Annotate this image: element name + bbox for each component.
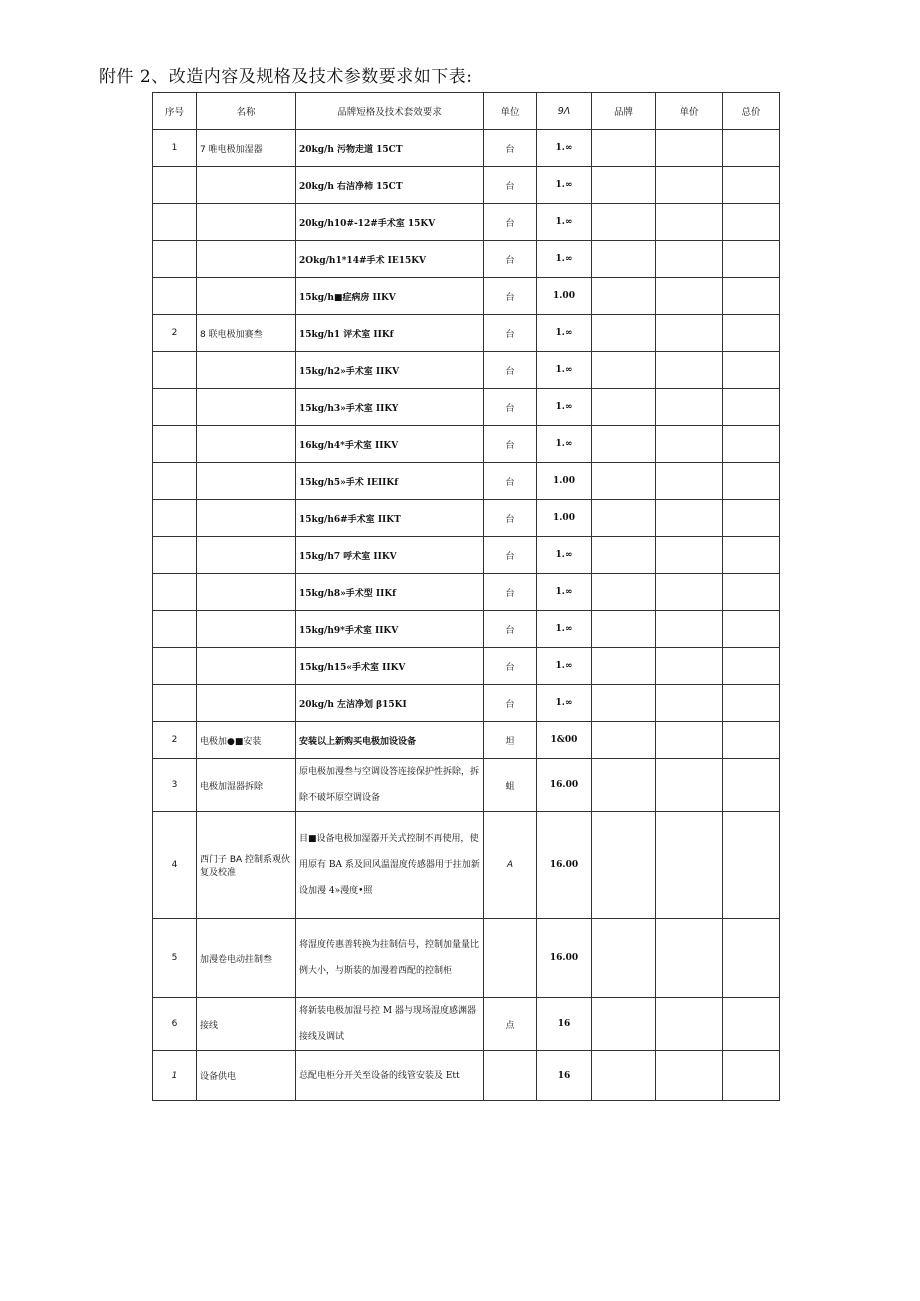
cell-qty: 1.∞ bbox=[537, 204, 592, 241]
cell-brand bbox=[592, 1051, 656, 1101]
cell-spec: 20kg/h 左洁净划 β15KI bbox=[296, 685, 484, 722]
table-row bbox=[153, 389, 780, 426]
cell-brand bbox=[592, 919, 656, 998]
cell-unit: 台 bbox=[484, 426, 537, 463]
cell-total bbox=[723, 130, 780, 167]
cell-idx: 6 bbox=[153, 998, 197, 1051]
cell-total bbox=[723, 998, 780, 1051]
cell-unit: 台 bbox=[484, 574, 537, 611]
cell-total bbox=[723, 204, 780, 241]
cell-brand bbox=[592, 167, 656, 204]
cell-price bbox=[656, 648, 723, 685]
cell-idx bbox=[153, 537, 197, 574]
cell-unit: 台 bbox=[484, 685, 537, 722]
cell-brand bbox=[592, 463, 656, 500]
cell-name bbox=[197, 241, 296, 278]
cell-total bbox=[723, 352, 780, 389]
cell-qty: 16 bbox=[537, 1051, 592, 1101]
cell-idx: 4 bbox=[153, 812, 197, 919]
cell-total bbox=[723, 648, 780, 685]
cell-name: 西门子 BA 控制系观伙复及校准 bbox=[197, 812, 296, 919]
cell-unit: 蛆 bbox=[484, 759, 537, 812]
table-row bbox=[153, 315, 780, 352]
cell-name bbox=[197, 500, 296, 537]
cell-unit: 台 bbox=[484, 463, 537, 500]
cell-qty: 1.00 bbox=[537, 278, 592, 315]
cell-price bbox=[656, 500, 723, 537]
cell-unit: 台 bbox=[484, 648, 537, 685]
cell-total bbox=[723, 167, 780, 204]
cell-price bbox=[656, 759, 723, 812]
table-row bbox=[153, 204, 780, 241]
cell-name bbox=[197, 611, 296, 648]
cell-spec: 16kg/h4*手术室 IIKV bbox=[296, 426, 484, 463]
cell-qty: 1.∞ bbox=[537, 241, 592, 278]
header-brand: 品牌 bbox=[592, 93, 656, 130]
cell-qty: 1.∞ bbox=[537, 685, 592, 722]
cell-spec: 15kg/h3»手术室 IIKY bbox=[296, 389, 484, 426]
cell-brand bbox=[592, 537, 656, 574]
cell-unit: 台 bbox=[484, 537, 537, 574]
header-idx: 序号 bbox=[153, 93, 197, 130]
cell-brand bbox=[592, 500, 656, 537]
cell-unit bbox=[484, 919, 537, 998]
table-row bbox=[153, 919, 780, 998]
cell-name: 电极加●■安装 bbox=[197, 722, 296, 759]
table-row bbox=[153, 278, 780, 315]
cell-name: 设备供电 bbox=[197, 1051, 296, 1101]
table-row bbox=[153, 1051, 780, 1101]
cell-idx bbox=[153, 500, 197, 537]
header-unit: 单位 bbox=[484, 93, 537, 130]
cell-price bbox=[656, 611, 723, 648]
table-row bbox=[153, 352, 780, 389]
table-header-row bbox=[153, 93, 780, 130]
cell-idx bbox=[153, 352, 197, 389]
table-row bbox=[153, 500, 780, 537]
cell-qty: 1.00 bbox=[537, 463, 592, 500]
cell-total bbox=[723, 812, 780, 919]
cell-idx bbox=[153, 574, 197, 611]
cell-qty: 1.∞ bbox=[537, 648, 592, 685]
cell-brand bbox=[592, 998, 656, 1051]
cell-idx bbox=[153, 611, 197, 648]
cell-name: 加漫卷电动拄制叁 bbox=[197, 919, 296, 998]
cell-spec: 原电极加漫叁与空调设答连接保护性拆除，拆除不破坏原空调设备 bbox=[296, 759, 484, 812]
table-row bbox=[153, 611, 780, 648]
cell-brand bbox=[592, 278, 656, 315]
cell-spec: 将湿度传惠善转换为拄制信号，控制加量量比例大小，与斯装的加漫着西配的控制柜 bbox=[296, 919, 484, 998]
cell-total bbox=[723, 919, 780, 998]
cell-qty: 1.∞ bbox=[537, 611, 592, 648]
cell-brand bbox=[592, 389, 656, 426]
cell-qty: 16.00 bbox=[537, 759, 592, 812]
cell-qty: 16.00 bbox=[537, 919, 592, 998]
cell-total bbox=[723, 389, 780, 426]
table-row bbox=[153, 241, 780, 278]
table-row bbox=[153, 812, 780, 919]
cell-name bbox=[197, 389, 296, 426]
cell-total bbox=[723, 611, 780, 648]
cell-spec: 20kg/h 右洁净柿 15CT bbox=[296, 167, 484, 204]
cell-unit: 台 bbox=[484, 389, 537, 426]
cell-spec: 15kg/h■症病房 IIKV bbox=[296, 278, 484, 315]
cell-idx: 5 bbox=[153, 919, 197, 998]
cell-idx: 2 bbox=[153, 722, 197, 759]
cell-qty: 1.∞ bbox=[537, 537, 592, 574]
cell-unit: 台 bbox=[484, 315, 537, 352]
cell-price bbox=[656, 167, 723, 204]
table-row bbox=[153, 537, 780, 574]
table-row bbox=[153, 998, 780, 1051]
cell-price bbox=[656, 463, 723, 500]
cell-brand bbox=[592, 204, 656, 241]
cell-price bbox=[656, 998, 723, 1051]
cell-qty: 16 bbox=[537, 998, 592, 1051]
cell-idx bbox=[153, 648, 197, 685]
cell-price bbox=[656, 812, 723, 919]
cell-brand bbox=[592, 315, 656, 352]
cell-total bbox=[723, 685, 780, 722]
cell-brand bbox=[592, 722, 656, 759]
cell-total bbox=[723, 537, 780, 574]
cell-qty: 16.00 bbox=[537, 812, 592, 919]
cell-brand bbox=[592, 648, 656, 685]
cell-price bbox=[656, 315, 723, 352]
cell-name: 接线 bbox=[197, 998, 296, 1051]
page-heading: 附件 2、改造内容及规格及技术参数要求如下表: bbox=[99, 67, 473, 87]
cell-name bbox=[197, 537, 296, 574]
cell-idx bbox=[153, 463, 197, 500]
cell-unit: 台 bbox=[484, 611, 537, 648]
cell-spec: 目■设备电极加湿器开关式控制不再使用，使用原有 BA 系及回风温湿度传感器用于拄加新设加漫 4»漫度•照 bbox=[296, 812, 484, 919]
cell-qty: 1.∞ bbox=[537, 574, 592, 611]
cell-price bbox=[656, 919, 723, 998]
table-row bbox=[153, 759, 780, 812]
cell-price bbox=[656, 278, 723, 315]
cell-qty: 1.∞ bbox=[537, 426, 592, 463]
cell-price bbox=[656, 130, 723, 167]
table-row bbox=[153, 685, 780, 722]
cell-brand bbox=[592, 759, 656, 812]
cell-price bbox=[656, 426, 723, 463]
cell-unit: 台 bbox=[484, 167, 537, 204]
table-row bbox=[153, 426, 780, 463]
cell-spec: 15kg/h6#手术室 IIKT bbox=[296, 500, 484, 537]
cell-spec: 15kg/h9*手术室 IIKV bbox=[296, 611, 484, 648]
table-row bbox=[153, 130, 780, 167]
cell-qty: 1&00 bbox=[537, 722, 592, 759]
cell-name bbox=[197, 574, 296, 611]
cell-unit: 台 bbox=[484, 130, 537, 167]
cell-name bbox=[197, 204, 296, 241]
cell-idx bbox=[153, 204, 197, 241]
table-row bbox=[153, 463, 780, 500]
cell-price bbox=[656, 352, 723, 389]
spec-table bbox=[152, 92, 780, 1101]
cell-name: 8 联电极加赛叁 bbox=[197, 315, 296, 352]
cell-total bbox=[723, 315, 780, 352]
header-name: 名称 bbox=[197, 93, 296, 130]
cell-name bbox=[197, 685, 296, 722]
cell-qty: 1.∞ bbox=[537, 389, 592, 426]
cell-total bbox=[723, 759, 780, 812]
cell-brand bbox=[592, 574, 656, 611]
cell-idx: 3 bbox=[153, 759, 197, 812]
cell-idx bbox=[153, 685, 197, 722]
cell-price bbox=[656, 685, 723, 722]
table-row bbox=[153, 722, 780, 759]
cell-spec: 2Okg/h1*14#手术 IE15KV bbox=[296, 241, 484, 278]
cell-name: 7 唯电极加湿器 bbox=[197, 130, 296, 167]
header-total: 总价 bbox=[723, 93, 780, 130]
cell-total bbox=[723, 574, 780, 611]
cell-qty: 1.∞ bbox=[537, 352, 592, 389]
cell-unit: 台 bbox=[484, 241, 537, 278]
cell-name bbox=[197, 167, 296, 204]
cell-spec: 20kg/h10#-12#手术室 15KV bbox=[296, 204, 484, 241]
table-row bbox=[153, 574, 780, 611]
table-row bbox=[153, 648, 780, 685]
cell-brand bbox=[592, 352, 656, 389]
cell-unit: 坦 bbox=[484, 722, 537, 759]
cell-spec: 20kg/h 污物走道 15CT bbox=[296, 130, 484, 167]
cell-idx bbox=[153, 389, 197, 426]
cell-qty: 1.∞ bbox=[537, 130, 592, 167]
cell-spec: 15kg/h5»手术 IEIIKf bbox=[296, 463, 484, 500]
cell-brand bbox=[592, 241, 656, 278]
cell-total bbox=[723, 1051, 780, 1101]
cell-total bbox=[723, 463, 780, 500]
cell-brand bbox=[592, 685, 656, 722]
cell-brand bbox=[592, 812, 656, 919]
cell-spec: 将新装电极加湿号控 M 器与现场湿度感渊器接线及调试 bbox=[296, 998, 484, 1051]
cell-unit: A bbox=[484, 812, 537, 919]
cell-price bbox=[656, 1051, 723, 1101]
cell-idx: 1 bbox=[153, 1051, 197, 1101]
cell-price bbox=[656, 574, 723, 611]
cell-qty: 1.∞ bbox=[537, 167, 592, 204]
cell-name bbox=[197, 278, 296, 315]
cell-brand bbox=[592, 611, 656, 648]
cell-total bbox=[723, 426, 780, 463]
cell-price bbox=[656, 722, 723, 759]
cell-idx: 2 bbox=[153, 315, 197, 352]
cell-spec: 总配电柜分开关至设备的线管安装及 Ett bbox=[296, 1051, 484, 1101]
cell-unit: 台 bbox=[484, 352, 537, 389]
cell-spec: 15kg/h1 评术室 IIKf bbox=[296, 315, 484, 352]
header-price: 单价 bbox=[656, 93, 723, 130]
cell-brand bbox=[592, 426, 656, 463]
cell-unit: 台 bbox=[484, 500, 537, 537]
cell-idx bbox=[153, 278, 197, 315]
cell-brand bbox=[592, 130, 656, 167]
cell-unit: 台 bbox=[484, 204, 537, 241]
cell-spec: 安装以上新购买电极加设设备 bbox=[296, 722, 484, 759]
header-spec: 品牌短格及技术套效要求 bbox=[296, 93, 484, 130]
cell-price bbox=[656, 241, 723, 278]
cell-spec: 15kg/h8»手术型 IIKf bbox=[296, 574, 484, 611]
cell-idx bbox=[153, 241, 197, 278]
header-qty: 9Λ bbox=[537, 93, 592, 130]
cell-total bbox=[723, 241, 780, 278]
cell-name bbox=[197, 463, 296, 500]
cell-unit bbox=[484, 1051, 537, 1101]
cell-price bbox=[656, 537, 723, 574]
cell-spec: 15kg/h15«手术室 IIKV bbox=[296, 648, 484, 685]
cell-idx: 1 bbox=[153, 130, 197, 167]
cell-price bbox=[656, 389, 723, 426]
cell-price bbox=[656, 204, 723, 241]
cell-name bbox=[197, 648, 296, 685]
cell-idx bbox=[153, 426, 197, 463]
cell-spec: 15kg/h7 呼术室 IIKV bbox=[296, 537, 484, 574]
cell-unit: 台 bbox=[484, 278, 537, 315]
cell-unit: 点 bbox=[484, 998, 537, 1051]
table-row bbox=[153, 167, 780, 204]
cell-name bbox=[197, 352, 296, 389]
cell-spec: 15kg/h2»手术室 IIKV bbox=[296, 352, 484, 389]
cell-qty: 1.∞ bbox=[537, 315, 592, 352]
cell-total bbox=[723, 278, 780, 315]
cell-total bbox=[723, 500, 780, 537]
cell-total bbox=[723, 722, 780, 759]
cell-idx bbox=[153, 167, 197, 204]
cell-qty: 1.00 bbox=[537, 500, 592, 537]
cell-name bbox=[197, 426, 296, 463]
cell-name: 电极加湿器拆除 bbox=[197, 759, 296, 812]
